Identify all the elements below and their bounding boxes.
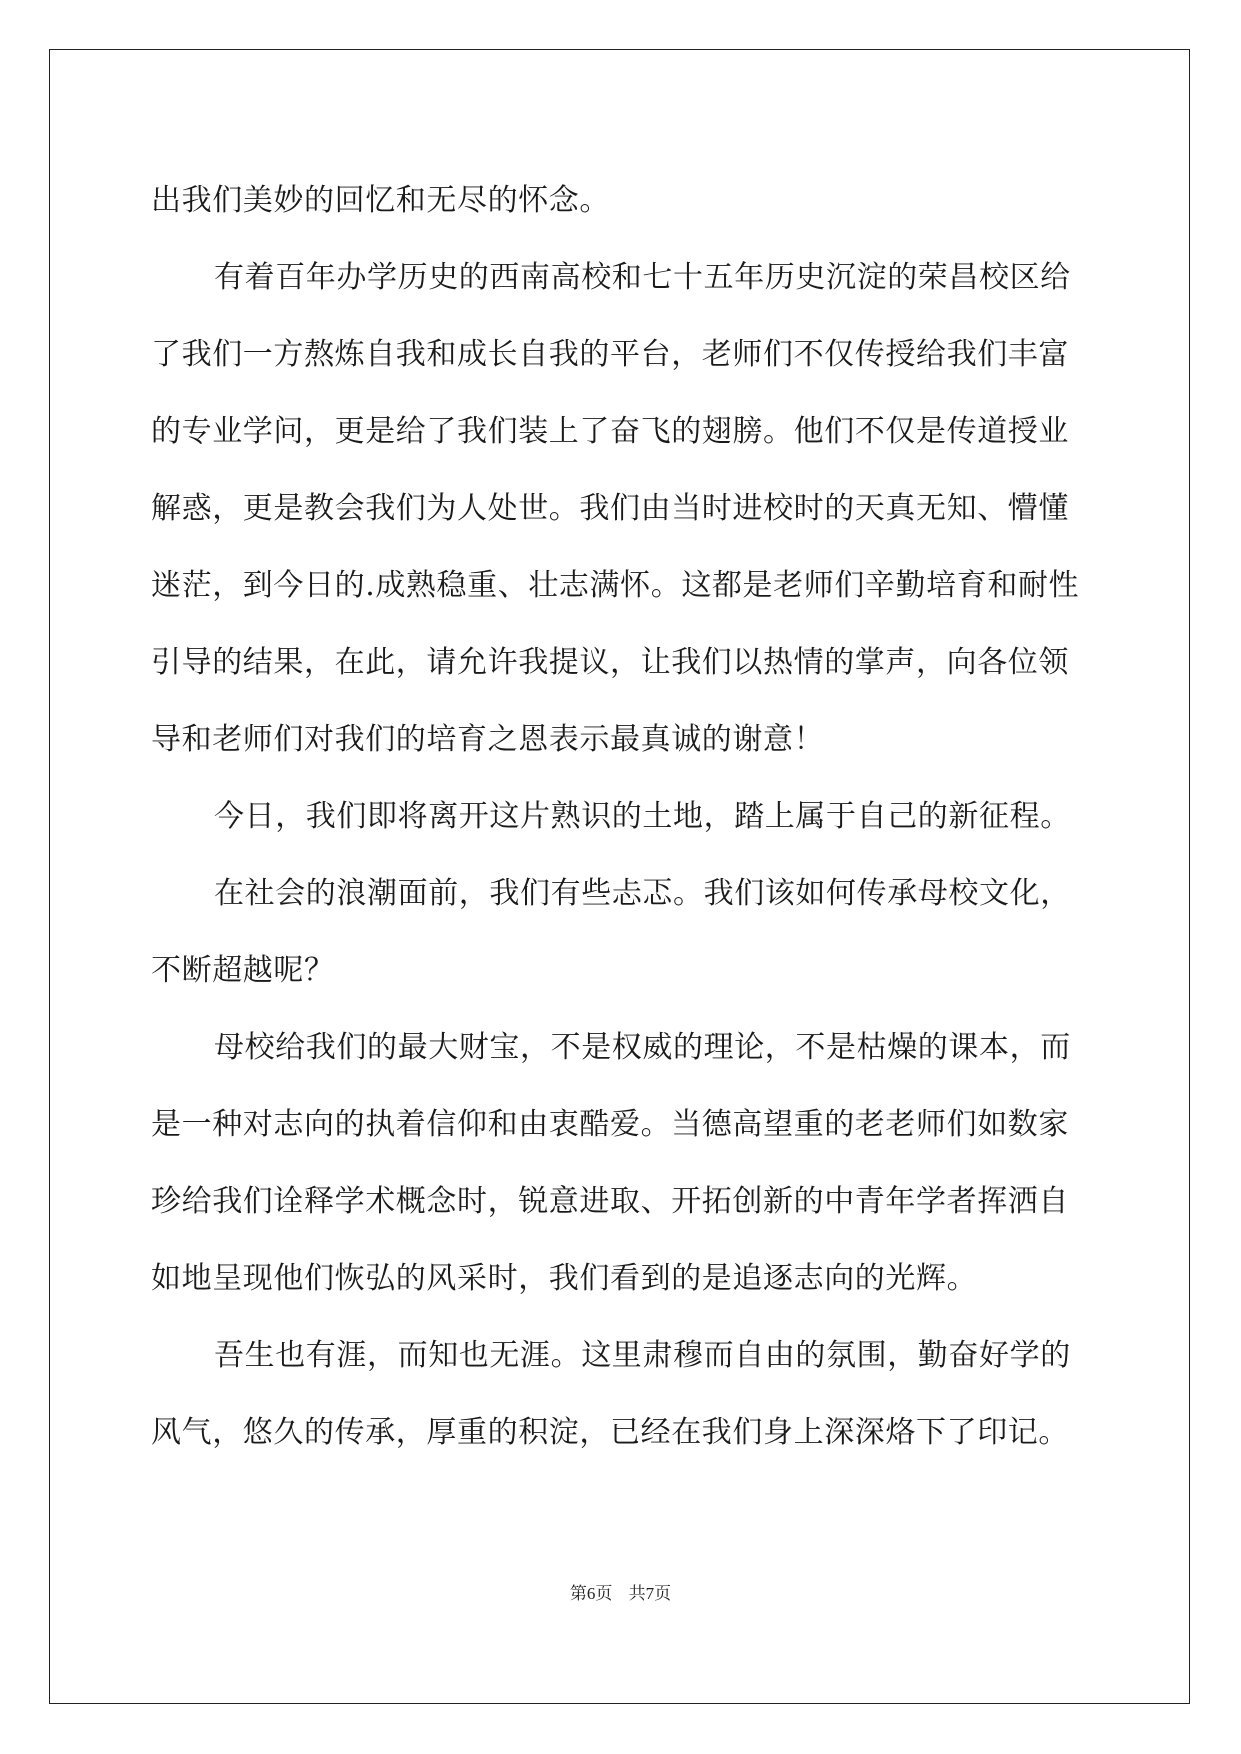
text-line: 迷茫，到今日的.成熟稳重、壮志满怀。这都是老师们辛勤培育和耐性 [151,568,1080,603]
text-line: 是一种对志向的执着信仰和由衷酷爱。当德高望重的老老师们如数家 [151,1107,1069,1142]
paragraph-first-line: 今日，我们即将离开这片熟识的土地，踏上属于自己的新征程。 [214,799,1071,834]
text-line: 的专业学问，更是给了我们装上了奋飞的翅膀。他们不仅是传道授业 [151,414,1069,449]
page-footer [0,1582,1241,1606]
text-line: 导和老师们对我们的培育之恩表示最真诚的谢意！ [151,722,825,757]
text-line: 出我们美妙的回忆和无尽的怀念。 [151,183,610,218]
text-line: 不断超越呢？ [151,953,335,988]
total-pages-number: 7 [645,1584,655,1603]
current-page-number: 6 [586,1584,596,1603]
text-line: 珍给我们诠释学术概念时，锐意进取、开拓创新的中青年学者挥洒自 [151,1184,1069,1219]
footer-suffix: 页 [654,1584,672,1604]
document-body [151,162,1087,1471]
footer-middle: 页 共 [595,1584,646,1604]
footer-prefix: 第 [569,1584,587,1604]
text-line: 解惑，更是教会我们为人处世。我们由当时进校时的天真无知、懵懂 [151,491,1069,526]
paragraph-first-line: 在社会的浪潮面前，我们有些忐忑。我们该如何传承母校文化， [214,876,1071,911]
paragraph-first-line: 有着百年办学历史的西南高校和七十五年历史沉淀的荣昌校区给 [214,260,1071,295]
text-line: 引导的结果，在此，请允许我提议，让我们以热情的掌声，向各位领 [151,645,1069,680]
text-line: 了我们一方熬炼自我和成长自我的平台，老师们不仅传授给我们丰富 [151,337,1069,372]
paragraph-first-line: 吾生也有涯，而知也无涯。这里肃穆而自由的氛围，勤奋好学的 [214,1338,1071,1373]
text-line: 如地呈现他们恢弘的风采时，我们看到的是追逐志向的光辉。 [151,1261,978,1296]
paragraph-first-line: 母校给我们的最大财宝，不是权威的理论，不是枯燥的课本，而 [214,1030,1071,1065]
text-line: 风气，悠久的传承，厚重的积淀，已经在我们身上深深烙下了印记。 [151,1415,1069,1450]
